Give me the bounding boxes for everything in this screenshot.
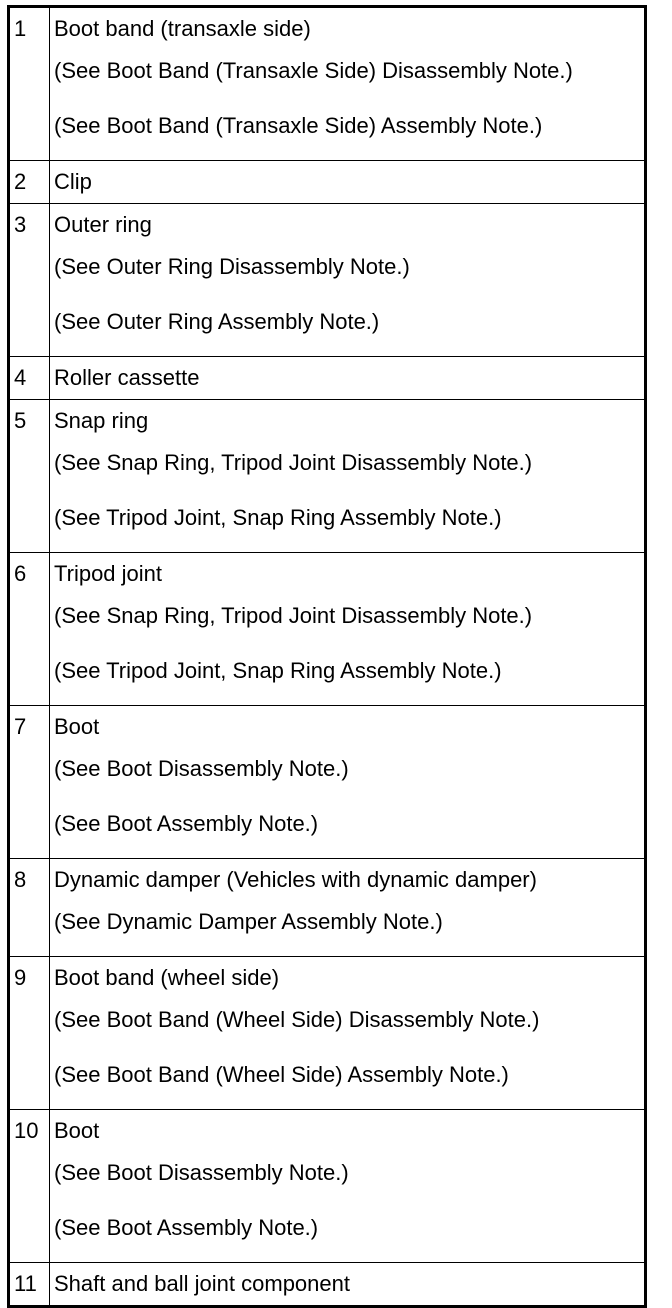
part-number-text: 8	[14, 867, 27, 892]
part-number	[9, 204, 50, 357]
reference-note: (See Dynamic Damper Assembly Note.)	[54, 909, 443, 934]
part-name: Boot	[54, 714, 100, 739]
part-number-text: 1	[14, 16, 27, 41]
part-name: Dynamic damper (Vehicles with dynamic damper)	[54, 867, 537, 892]
reference-note: (See Snap Ring, Tripod Joint Disassembly Note.)	[54, 450, 533, 475]
reference-note: (See Boot Assembly Note.)	[54, 811, 319, 836]
part-number	[9, 1263, 50, 1307]
table-row	[9, 553, 646, 706]
part-description	[50, 7, 646, 161]
reference-note: (See Outer Ring Disassembly Note.)	[54, 254, 410, 279]
part-number-text: 6	[14, 561, 27, 586]
parts-table	[7, 5, 647, 1308]
part-number	[9, 161, 50, 204]
table-row	[9, 7, 646, 161]
part-name: Roller cassette	[54, 365, 200, 390]
part-number-text: 9	[14, 965, 27, 990]
part-number	[9, 553, 50, 706]
part-number	[9, 400, 50, 553]
part-description	[50, 204, 646, 357]
part-number	[9, 7, 50, 161]
part-number	[9, 357, 50, 400]
part-number-text: 5	[14, 408, 27, 433]
part-description	[50, 859, 646, 957]
part-name: Boot band (wheel side)	[54, 965, 280, 990]
table-row	[9, 1110, 646, 1263]
part-description	[50, 957, 646, 1110]
part-description	[50, 1110, 646, 1263]
part-name: Boot	[54, 1118, 100, 1143]
reference-note: (See Tripod Joint, Snap Ring Assembly Note.)	[54, 505, 502, 530]
reference-note: (See Outer Ring Assembly Note.)	[54, 309, 380, 334]
reference-note: (See Snap Ring, Tripod Joint Disassembly Note.)	[54, 603, 533, 628]
parts-table-body	[9, 7, 646, 1307]
reference-note: (See Boot Disassembly Note.)	[54, 1160, 349, 1185]
part-number-text: 7	[14, 714, 27, 739]
part-name: Outer ring	[54, 212, 152, 237]
reference-note: (See Boot Band (Transaxle Side) Assembly Note.)	[54, 113, 543, 138]
part-description	[50, 161, 646, 204]
part-name: Clip	[54, 169, 92, 194]
part-number-text: 10	[14, 1118, 39, 1143]
table-row	[9, 957, 646, 1110]
part-description	[50, 1263, 646, 1307]
part-number	[9, 706, 50, 859]
part-description	[50, 706, 646, 859]
part-number-text: 4	[14, 365, 27, 390]
table-row	[9, 400, 646, 553]
part-name: Boot band (transaxle side)	[54, 16, 311, 41]
part-number	[9, 957, 50, 1110]
table-row	[9, 357, 646, 400]
reference-note: (See Tripod Joint, Snap Ring Assembly Note.)	[54, 658, 502, 683]
table-row	[9, 1263, 646, 1307]
part-number-text: 11	[14, 1271, 37, 1296]
reference-note: (See Boot Assembly Note.)	[54, 1215, 319, 1240]
reference-note: (See Boot Band (Wheel Side) Assembly Note.)	[54, 1062, 509, 1087]
part-name: Shaft and ball joint component	[54, 1271, 350, 1296]
part-number-text: 2	[14, 169, 27, 194]
part-description	[50, 400, 646, 553]
part-number	[9, 859, 50, 957]
part-number	[9, 1110, 50, 1263]
reference-note: (See Boot Disassembly Note.)	[54, 756, 349, 781]
part-number-text: 3	[14, 212, 27, 237]
table-row	[9, 706, 646, 859]
reference-note: (See Boot Band (Wheel Side) Disassembly Note.)	[54, 1007, 540, 1032]
part-name: Tripod joint	[54, 561, 163, 586]
part-description	[50, 553, 646, 706]
table-row	[9, 161, 646, 204]
reference-note: (See Boot Band (Transaxle Side) Disassembly Note.)	[54, 58, 573, 83]
table-row	[9, 204, 646, 357]
part-name: Snap ring	[54, 408, 149, 433]
table-row	[9, 859, 646, 957]
part-description	[50, 357, 646, 400]
